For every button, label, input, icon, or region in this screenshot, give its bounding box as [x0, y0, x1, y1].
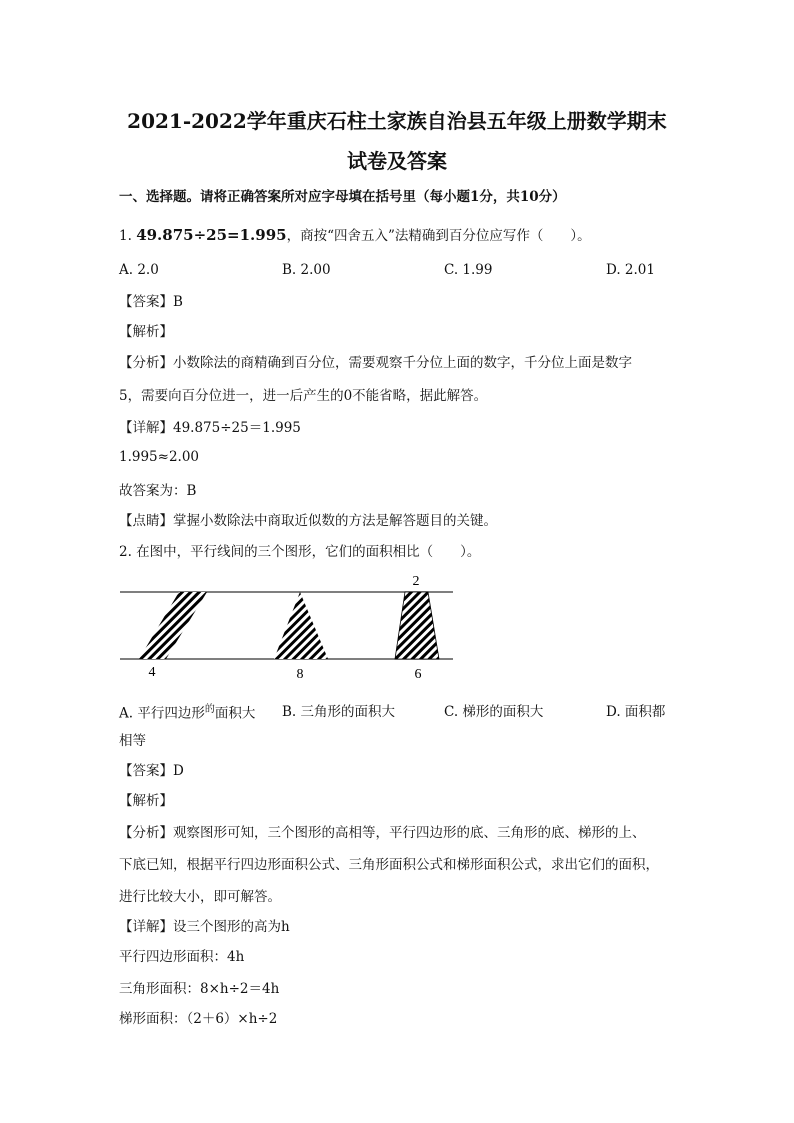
q2-detail-3: 三角形面积：8×h÷2＝4h [119, 981, 280, 997]
q2-option-d-wrap: 相等 [119, 733, 146, 749]
q1-detail-2: 1.995≈2.00 [119, 449, 200, 465]
q1-number: 1. [119, 228, 132, 244]
q2-detail-4: 梯形面积：（2＋6）×h÷2 [119, 1011, 278, 1027]
q1-formula: 49.875÷25=1.995 [136, 226, 287, 244]
title-line2: 试卷及答案 [347, 149, 447, 173]
q2-answer: 【答案】D [119, 763, 184, 779]
q1-analysis-2: 5，需要向百分位进一，进一后产生的0不能省略，据此解答。 [119, 388, 488, 404]
q1-option-a: A. 2.0 [119, 262, 159, 278]
q2-option-b: B. 三角形的面积大 [282, 704, 396, 720]
q2-option-a-text: A. 平行四边形 [119, 705, 205, 722]
q2-option-a [119, 700, 255, 722]
q2-detail-2: 平行四边形面积：4h [119, 949, 245, 965]
q1-detail-3: 故答案为：B [119, 483, 197, 499]
q2-analysis-heading: 【解析】 [119, 793, 173, 809]
q2-stem: 2. 在图中，平行线间的三个图形，它们的面积相比（ ）。 [119, 544, 481, 560]
q1-analysis-heading: 【解析】 [119, 324, 173, 340]
label-trapezoid-top: 2 [412, 574, 420, 589]
q1-text: ，商按“四舍五入”法精确到百分位应写作（ ）。 [286, 228, 591, 244]
q1-analysis: 【分析】小数除法的商精确到百分位，需要观察千分位上面的数字，千分位上面是数字 [119, 355, 632, 371]
q2-analysis: 【分析】观察图形可知，三个图形的高相等，平行四边形的底、三角形的底、梯形的上、 [119, 825, 646, 841]
q1-detail: 【详解】49.875÷25＝1.995 [119, 420, 301, 436]
q2-option-a-text2: 面积大 [214, 705, 256, 722]
title: 2021-2022学年重庆石柱土家族自治县五年级上册数学期末 [127, 109, 667, 133]
section-heading: 一、选择题。请将正确答案所对应字母填在括号里（每小题1分，共10分） [119, 189, 566, 205]
q1-option-c: C. 1.99 [444, 262, 493, 278]
q1-option-d: D. 2.01 [606, 262, 655, 278]
q2-detail: 【详解】设三个图形的高为h [119, 919, 290, 935]
parallelogram-shape [139, 592, 207, 659]
q2-option-a-sup: 的 [204, 704, 215, 715]
q2-analysis-3: 进行比较大小，即可解答。 [119, 889, 281, 905]
q2-analysis-2: 下底已知，根据平行四边形面积公式、三角形面积公式和梯形面积公式，求出它们的面积， [119, 857, 659, 873]
trapezoid-shape [395, 592, 439, 659]
label-triangle-base: 8 [296, 667, 304, 682]
label-parallelogram-base: 4 [148, 665, 156, 680]
q1-option-b: B. 2.00 [282, 262, 331, 278]
q2-option-c: C. 梯形的面积大 [444, 704, 544, 720]
label-trapezoid-bottom: 6 [414, 667, 422, 682]
q2-option-d: D. 面积都 [606, 704, 666, 720]
q1-answer: 【答案】B [119, 294, 183, 310]
q1-point: 【点睛】掌握小数除法中商取近似数的方法是解答题目的关键。 [119, 513, 497, 529]
triangle-shape [274, 592, 328, 659]
